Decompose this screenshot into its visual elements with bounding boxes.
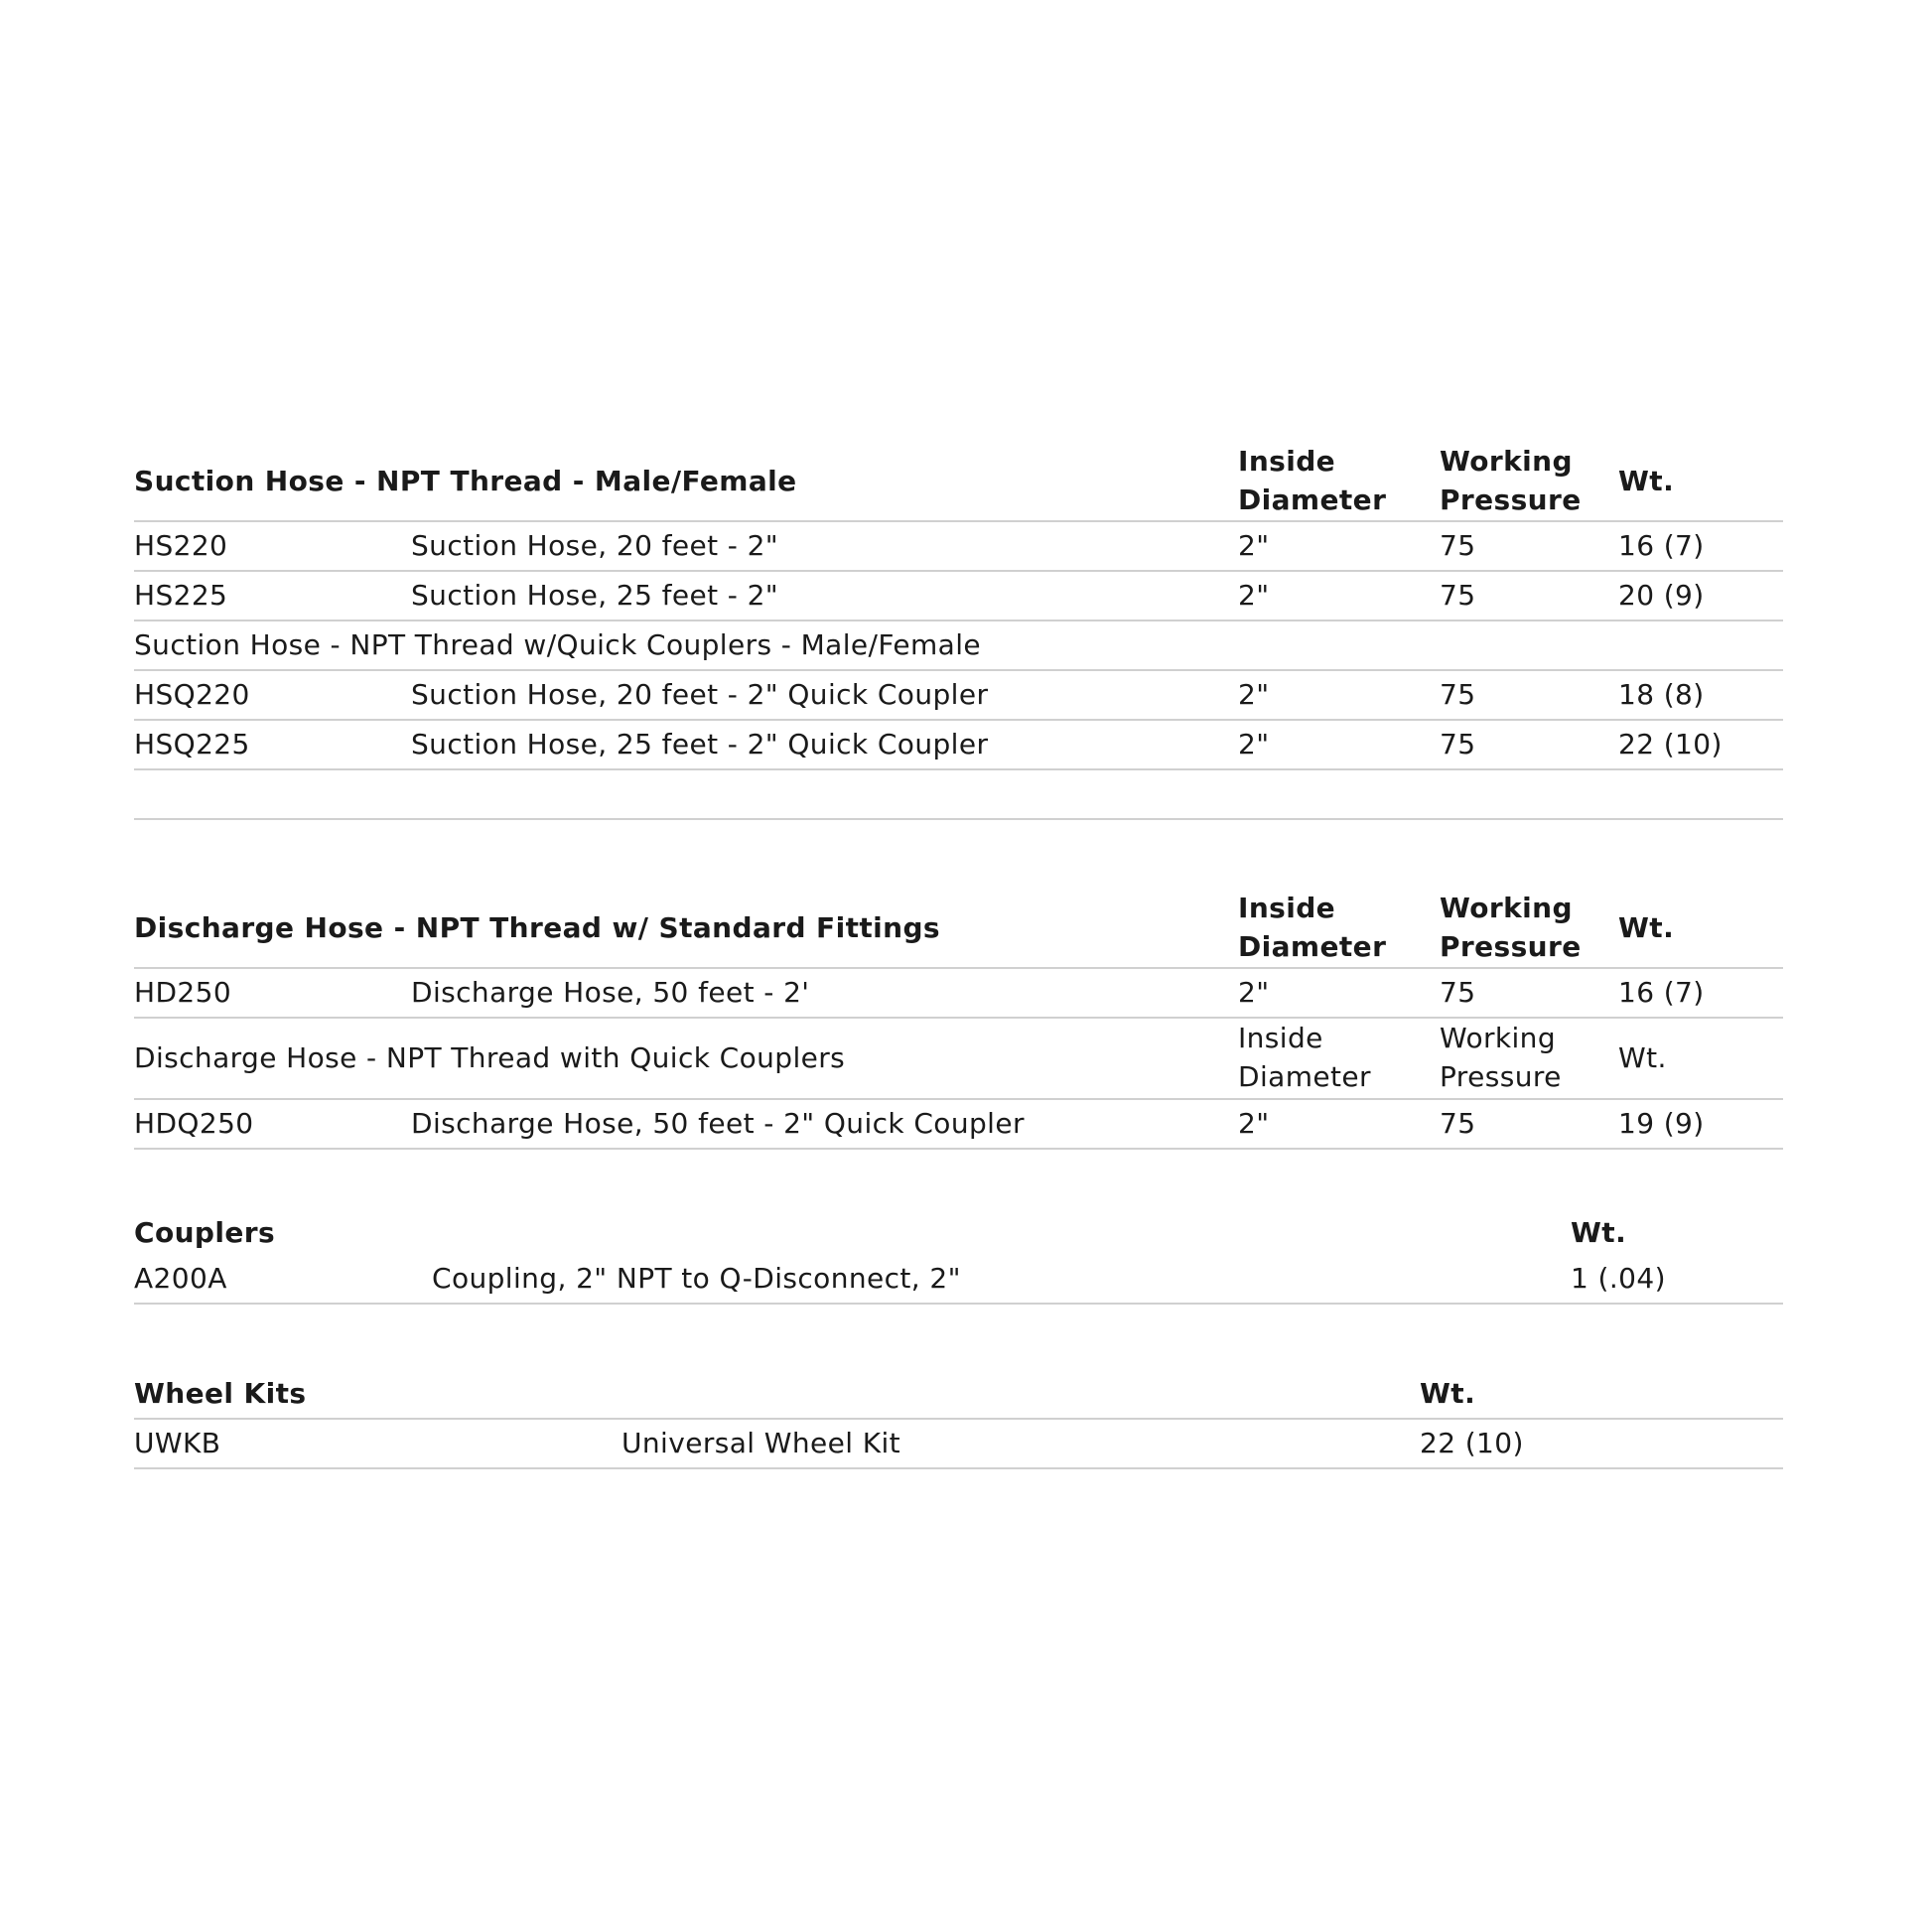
part-description: Discharge Hose, 50 feet - 2' (411, 976, 810, 1009)
suction-subheading-row (134, 621, 1783, 671)
working-pressure: 75 (1440, 678, 1476, 711)
wheels-header-row (134, 1372, 1783, 1420)
inside-diameter: 2" (1238, 728, 1270, 760)
suction-col-wt: Wt. (1618, 465, 1675, 497)
discharge-subheading-row (134, 1019, 1783, 1100)
part-number: HSQ220 (134, 678, 250, 711)
table-row (134, 721, 1783, 770)
weight: 16 (7) (1618, 976, 1705, 1009)
inside-diameter: 2" (1238, 529, 1270, 562)
inside-diameter: 2" (1238, 1107, 1270, 1140)
inside-diameter: 2" (1238, 976, 1270, 1009)
suction-col-working-pressure: Working Pressure (1440, 445, 1582, 516)
table-row (134, 1420, 1783, 1469)
weight: 20 (9) (1618, 579, 1705, 612)
table-row (134, 572, 1783, 621)
discharge-col-working-pressure: Working Pressure (1440, 892, 1582, 963)
wheels-col-wt: Wt. (1420, 1377, 1476, 1410)
part-number: HS220 (134, 529, 228, 562)
working-pressure: 75 (1440, 728, 1476, 760)
part-description: Suction Hose, 25 feet - 2" Quick Coupler (411, 728, 989, 760)
discharge-col-wt: Wt. (1618, 911, 1675, 944)
suction-title: Suction Hose - NPT Thread - Male/Female (134, 465, 797, 497)
weight: 22 (10) (1420, 1427, 1524, 1459)
couplers-col-wt: Wt. (1571, 1216, 1627, 1249)
weight: 19 (9) (1618, 1107, 1705, 1140)
part-number: UWKB (134, 1427, 221, 1459)
part-number: HDQ250 (134, 1107, 254, 1140)
wheels-title: Wheel Kits (134, 1377, 307, 1410)
part-number: HD250 (134, 976, 232, 1009)
weight: 1 (.04) (1571, 1262, 1666, 1295)
weight: 22 (10) (1618, 728, 1723, 760)
suction-header-row (134, 442, 1783, 522)
part-description: Universal Wheel Kit (621, 1427, 901, 1459)
table-row (134, 1100, 1783, 1150)
part-number: A200A (134, 1262, 227, 1295)
weight: 18 (8) (1618, 678, 1705, 711)
couplers-title: Couplers (134, 1216, 276, 1249)
discharge-sub-col-wt: Wt. (1618, 1041, 1667, 1074)
discharge-subheading: Discharge Hose - NPT Thread with Quick Couplers (134, 1041, 846, 1074)
section-divider (134, 770, 1783, 820)
working-pressure: 75 (1440, 976, 1476, 1009)
discharge-title: Discharge Hose - NPT Thread w/ Standard Fittings (134, 911, 940, 944)
table-row (134, 522, 1783, 572)
part-number: HSQ225 (134, 728, 250, 760)
part-description: Discharge Hose, 50 feet - 2" Quick Coupler (411, 1107, 1025, 1140)
weight: 16 (7) (1618, 529, 1705, 562)
table-row (134, 671, 1783, 721)
working-pressure: 75 (1440, 579, 1476, 612)
table-row (134, 969, 1783, 1019)
part-description: Coupling, 2" NPT to Q-Disconnect, 2" (432, 1262, 961, 1295)
inside-diameter: 2" (1238, 678, 1270, 711)
inside-diameter: 2" (1238, 579, 1270, 612)
working-pressure: 75 (1440, 529, 1476, 562)
discharge-col-inside-diameter: Inside Diameter (1238, 892, 1387, 963)
discharge-sub-col-inside-diameter: Inside Diameter (1238, 1022, 1371, 1093)
part-description: Suction Hose, 20 feet - 2" (411, 529, 779, 562)
part-description: Suction Hose, 25 feet - 2" (411, 579, 779, 612)
suction-col-inside-diameter: Inside Diameter (1238, 445, 1387, 516)
discharge-sub-col-working-pressure: Working Pressure (1440, 1022, 1562, 1093)
part-number: HS225 (134, 579, 228, 612)
working-pressure: 75 (1440, 1107, 1476, 1140)
suction-subheading: Suction Hose - NPT Thread w/Quick Couplers - Male/Female (134, 628, 982, 661)
couplers-block (134, 1213, 1783, 1305)
discharge-header-row (134, 889, 1783, 969)
part-description: Suction Hose, 20 feet - 2" Quick Coupler (411, 678, 989, 711)
